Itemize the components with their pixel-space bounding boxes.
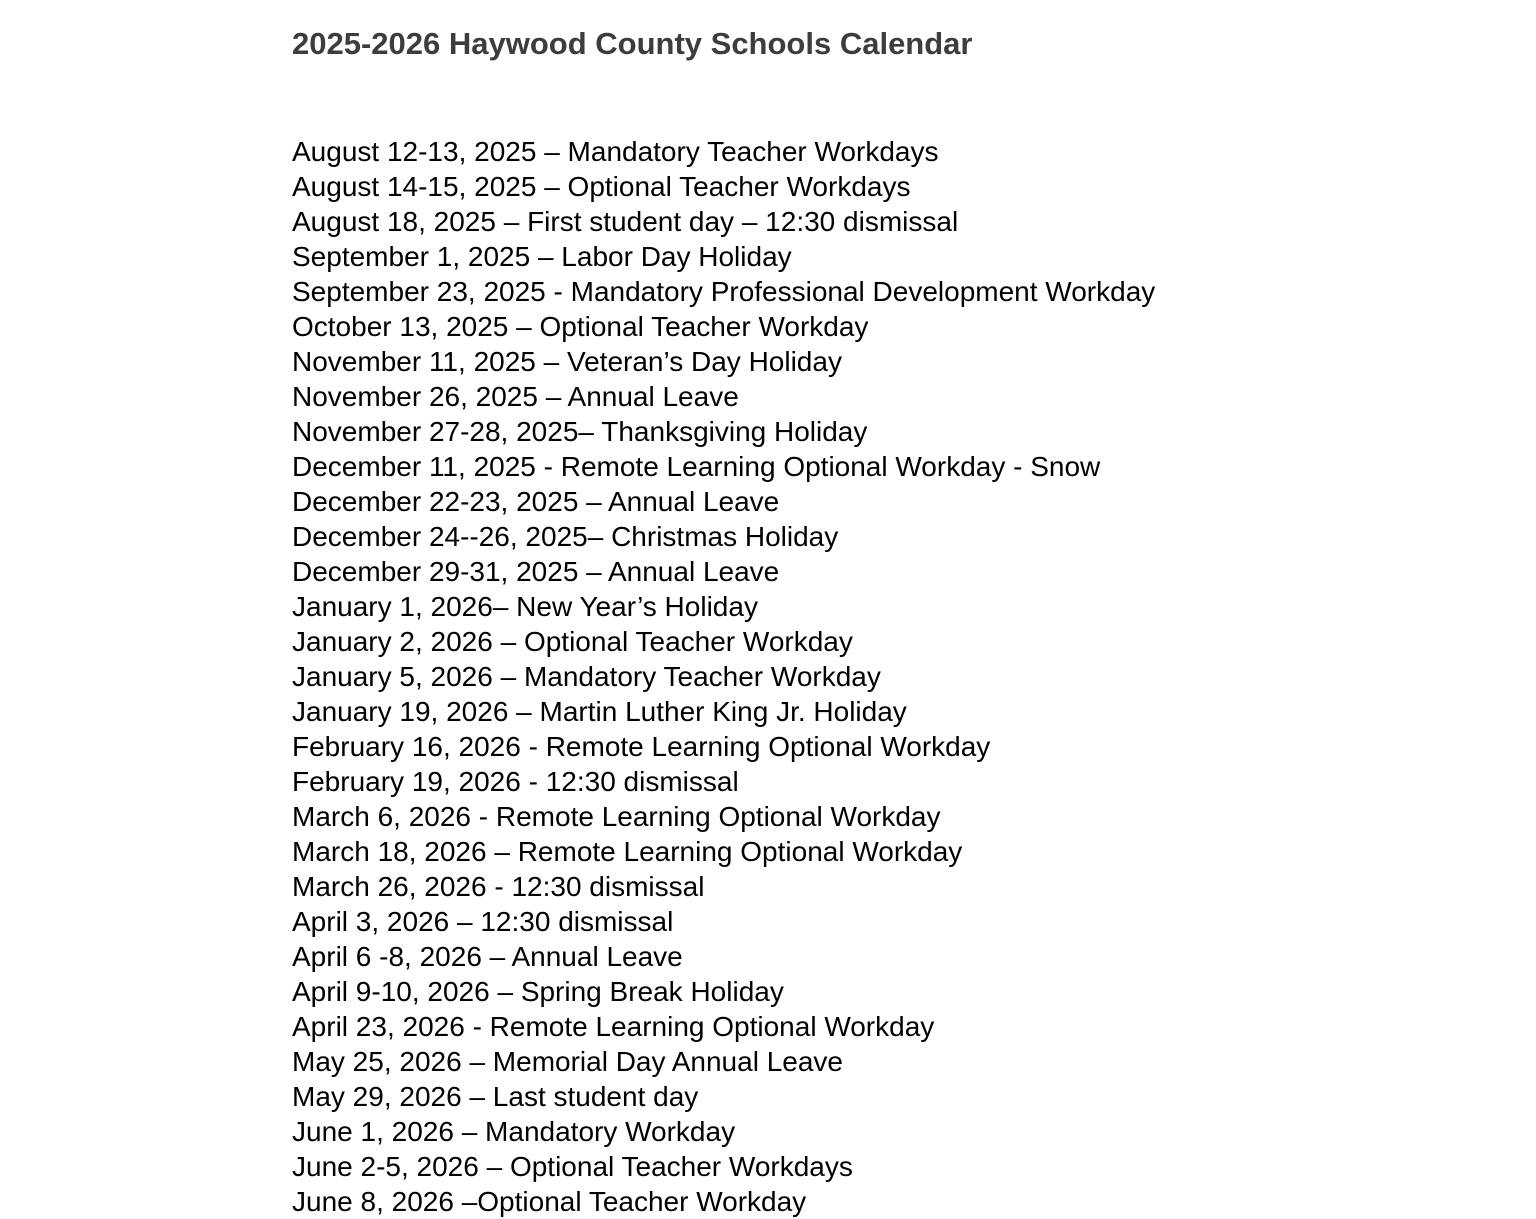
calendar-entry: August 12-13, 2025 – Mandatory Teacher Workdays <box>292 136 939 167</box>
calendar-entry: September 23, 2025 - Mandatory Professional Development Workday <box>292 276 1156 307</box>
calendar-entry: August 18, 2025 – First student day – 12:30 dismissal <box>292 206 959 237</box>
calendar-entry: February 19, 2026 - 12:30 dismissal <box>292 766 739 797</box>
calendar-entry: April 9-10, 2026 – Spring Break Holiday <box>292 976 784 1007</box>
calendar-entry: April 23, 2026 - Remote Learning Optional Workday <box>292 1011 935 1042</box>
calendar-entry: June 2-5, 2026 – Optional Teacher Workdays <box>292 1151 853 1182</box>
calendar-entry: April 6 -8, 2026 – Annual Leave <box>292 941 683 972</box>
calendar-entry: June 1, 2026 – Mandatory Workday <box>292 1116 736 1147</box>
calendar-entry: May 29, 2026 – Last student day <box>292 1081 699 1112</box>
calendar-entry: August 14-15, 2025 – Optional Teacher Workdays <box>292 171 911 202</box>
document-title: 2025-2026 Haywood County Schools Calendar <box>292 26 973 61</box>
calendar-entry: November 11, 2025 – Veteran’s Day Holiday <box>292 346 842 377</box>
calendar-entry: November 26, 2025 – Annual Leave <box>292 381 739 412</box>
calendar-entry: December 24--26, 2025– Christmas Holiday <box>292 521 839 552</box>
calendar-entry: March 18, 2026 – Remote Learning Optional Workday <box>292 836 963 867</box>
calendar-entry: January 19, 2026 – Martin Luther King Jr. Holiday <box>292 696 907 727</box>
calendar-entry: January 1, 2026– New Year’s Holiday <box>292 591 758 622</box>
calendar-entry: June 8, 2026 –Optional Teacher Workday <box>292 1186 807 1217</box>
calendar-entry: December 29-31, 2025 – Annual Leave <box>292 556 780 587</box>
calendar-entry: February 16, 2026 - Remote Learning Optional Workday <box>292 731 991 762</box>
calendar-entry: January 2, 2026 – Optional Teacher Workday <box>292 626 853 657</box>
document-page <box>292 24 1392 1219</box>
calendar-entry: May 25, 2026 – Memorial Day Annual Leave <box>292 1046 843 1077</box>
calendar-entry: December 22-23, 2025 – Annual Leave <box>292 486 780 517</box>
calendar-entry: April 3, 2026 – 12:30 dismissal <box>292 906 674 937</box>
calendar-entry: March 6, 2026 - Remote Learning Optional Workday <box>292 801 941 832</box>
calendar-entry-list <box>292 134 1392 1219</box>
calendar-entry: January 5, 2026 – Mandatory Teacher Workday <box>292 661 881 692</box>
calendar-entry: March 26, 2026 - 12:30 dismissal <box>292 871 705 902</box>
calendar-entry: September 1, 2025 – Labor Day Holiday <box>292 241 792 272</box>
calendar-entry: November 27-28, 2025– Thanksgiving Holiday <box>292 416 868 447</box>
calendar-entry: October 13, 2025 – Optional Teacher Workday <box>292 311 869 342</box>
calendar-entry: December 11, 2025 - Remote Learning Optional Workday - Snow <box>292 451 1101 482</box>
